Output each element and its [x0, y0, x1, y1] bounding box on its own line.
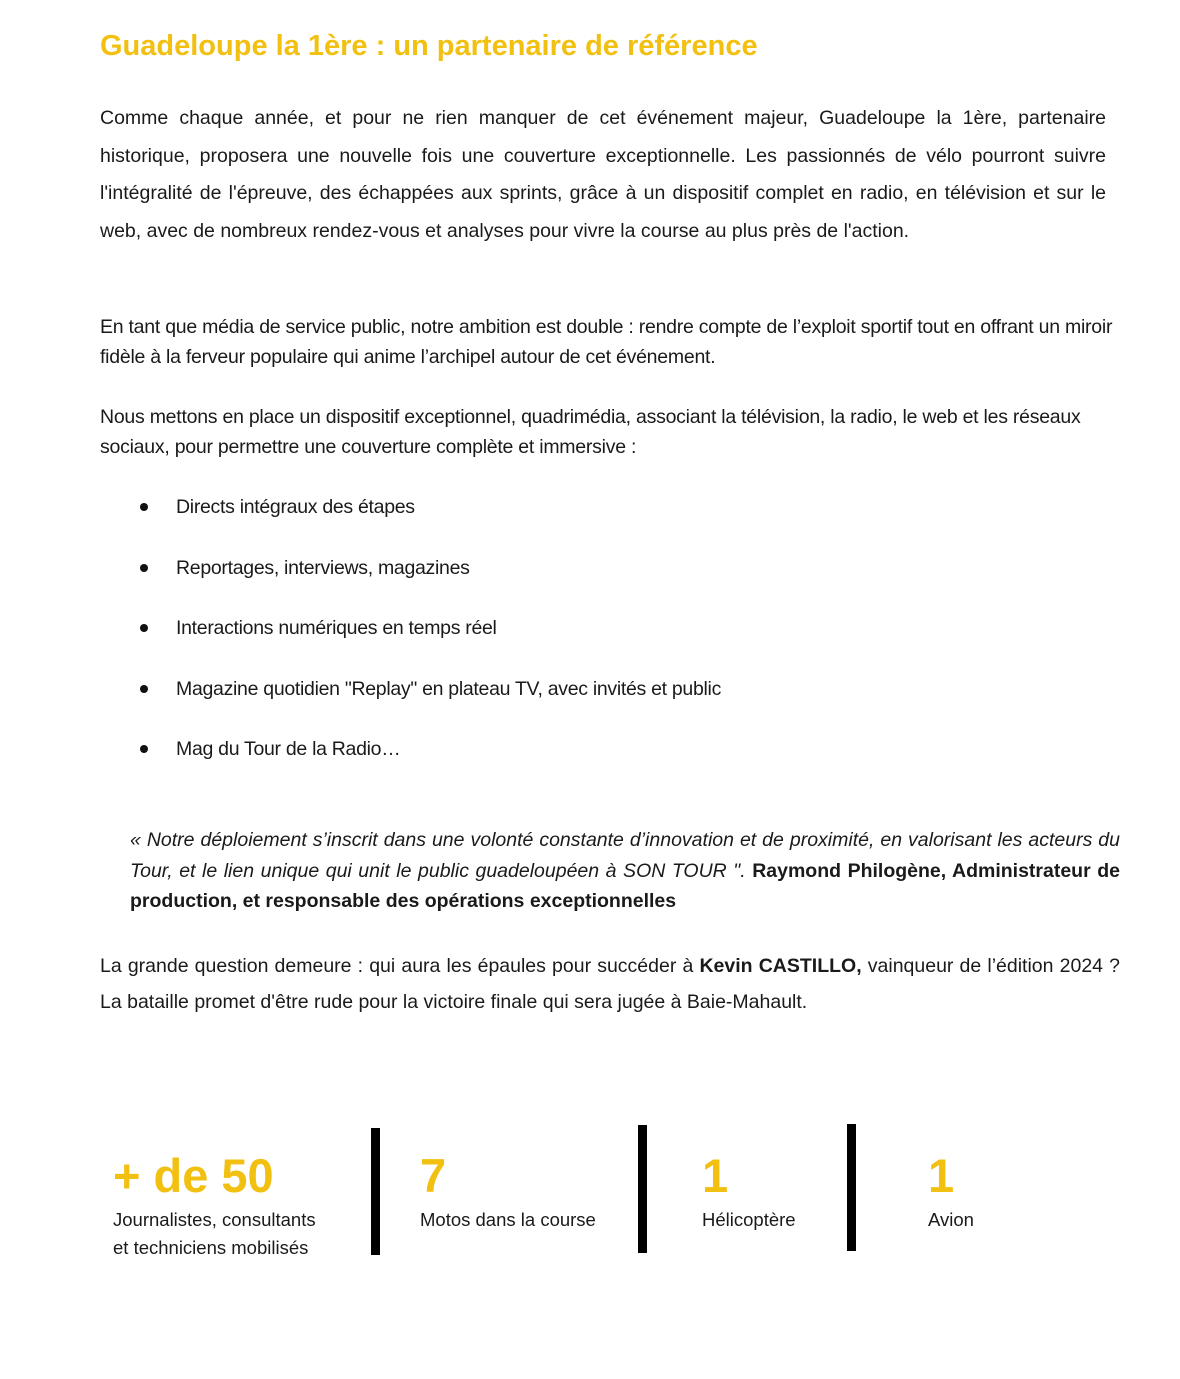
list-item-text: Directs intégraux des étapes — [176, 496, 415, 518]
ambition-paragraph: En tant que média de service public, notre ambition est double : rendre compte de l’exploit sportif tout en offrant un miroir fidèle à la ferveur populaire qui anime l’archipel autour de cet événement. — [100, 316, 1113, 368]
quote-block — [130, 825, 1120, 917]
stat-label-line: Journalistes, consultants — [113, 1209, 316, 1230]
bullet-icon — [140, 624, 148, 632]
stat-value: + de 50 — [113, 1149, 274, 1202]
list-item — [100, 734, 721, 795]
list-item — [100, 492, 721, 553]
stat-label — [420, 1206, 596, 1234]
champion-name: Kevin CASTILLO, — [699, 955, 862, 977]
stat-helicoptere — [702, 1148, 796, 1234]
bullet-icon — [140, 503, 148, 511]
stat-divider — [371, 1128, 380, 1255]
list-item — [100, 613, 721, 674]
stat-label — [113, 1206, 316, 1262]
list-item-text: Interactions numériques en temps réel — [176, 617, 497, 639]
stat-label-line: Avion — [928, 1209, 974, 1230]
list-item-text: Reportages, interviews, magazines — [176, 556, 470, 579]
list-item-text: Magazine quotidien "Replay" en plateau TV, avec invités et public — [176, 677, 722, 700]
bullet-icon — [140, 564, 148, 572]
page-title: Guadeloupe la 1ère : un partenaire de référence — [100, 30, 758, 62]
dispositif-paragraph: Nous mettons en place un dispositif exceptionnel, quadrimédia, associant la télévision, la radio, le web et les réseaux sociaux, pour permettre une couverture complète et immersive : — [100, 406, 1081, 458]
stat-label-line: Hélicoptère — [702, 1209, 796, 1230]
stat-motos — [420, 1148, 596, 1234]
stat-label — [702, 1206, 796, 1234]
stat-value: 7 — [420, 1149, 447, 1202]
list-item-text: Mag du Tour de la Radio… — [176, 738, 401, 760]
bullet-icon — [140, 745, 148, 753]
bullet-icon — [140, 685, 148, 693]
list-item — [100, 553, 721, 614]
coverage-list — [100, 492, 721, 795]
closing-paragraph — [100, 948, 1120, 1020]
closing-text-end: vainqueur de l’édition 2024 ? La bataille promet d'être rude pour la victoire finale qui sera jugée à Baie-Mahault. — [100, 955, 1121, 1013]
stat-label-line: Motos dans la course — [420, 1209, 596, 1230]
stat-value: 1 — [928, 1149, 955, 1202]
stat-journalists — [113, 1148, 316, 1262]
quote-author: Raymond Philogène, Administrateur de production, et responsable des opérations exceptionnelles — [130, 859, 1120, 912]
stat-label — [928, 1206, 974, 1234]
quote-text: « Notre déploiement s’inscrit dans une volonté constante d’innovation et de proximité, en valorisant les acteurs du Tour, et le lien unique qui unit le public guadeloupéen à SON TOUR ". — [130, 829, 1120, 882]
stat-value: 1 — [702, 1149, 729, 1202]
intro-paragraph: Comme chaque année, et pour ne rien manquer de cet événement majeur, Guadeloupe la 1ère, partenaire historique, proposera une nouvelle fois une couverture exceptionnelle. Les passionnés de vélo pourront suivre l'intégralité de l'épreuve, des échappées aux sprints, grâce à un dispositif complet en radio, en télévision et sur le web, avec de nombreux rendez-vous et analyses pour vivre la course au plus près de l'action. — [100, 107, 1106, 242]
list-item — [100, 674, 721, 735]
stat-avion — [928, 1148, 974, 1234]
stat-label-line: et techniciens mobilisés — [113, 1237, 309, 1258]
closing-text-start: La grande question demeure : qui aura les épaules pour succéder à — [100, 955, 700, 977]
stat-divider — [638, 1125, 647, 1253]
stat-divider — [847, 1124, 856, 1251]
